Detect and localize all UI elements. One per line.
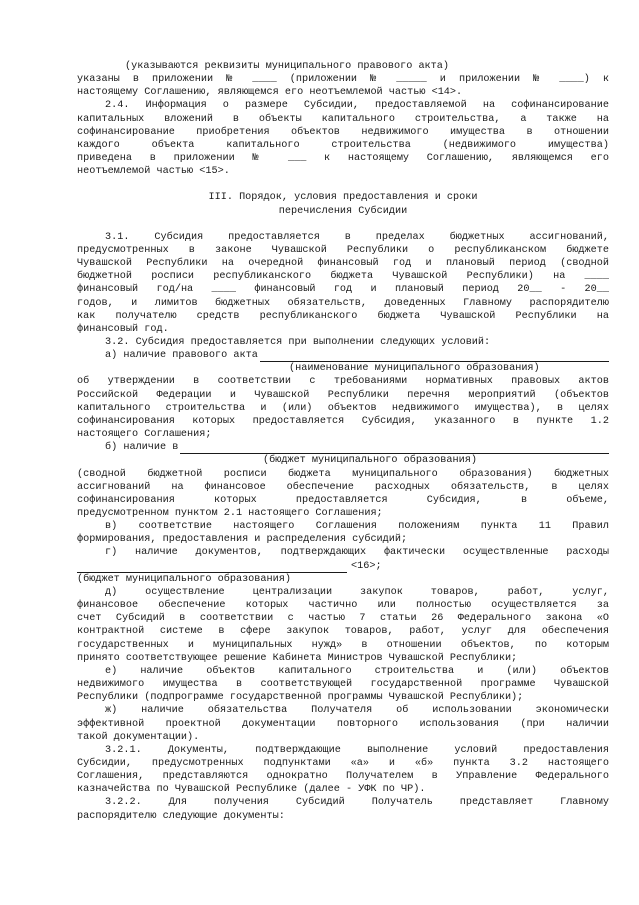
- text-line: софинансирования которых предоставляется Субсидия, указанного в пункте 1.2: [77, 415, 609, 427]
- text-line: распорядителю следующие документы:: [77, 810, 285, 822]
- text-line: казначейства по Чувашской Республике (далее - УФК по ЧР).: [77, 784, 426, 796]
- text-line: софинансирование приобретения объектов недвижимого имущества в отношении: [77, 126, 609, 138]
- condition-d: д) осуществление централизации закупок товаров, работ, услуг,: [105, 586, 609, 598]
- text-line: предусмотренном пунктом 2.1 настоящего Соглашения;: [77, 508, 383, 519]
- text-line: финансовый год.: [77, 323, 169, 335]
- text-line: Соглашения, представляются однократно Получателем в Управление Федерального: [77, 771, 609, 783]
- text-line: формирования, предоставления и распределения субсидий;: [77, 534, 408, 546]
- text-line: предусмотренных в законе Чувашской Республики о республиканском бюджете: [77, 244, 609, 256]
- text-line: Субсидии, предусмотренных подпунктами «а» и «б» пункта 3.2 настоящего: [77, 757, 609, 769]
- text-line: годов, и лимитов бюджетных обязательств, доведенных Главному распорядителю: [77, 297, 609, 309]
- text-line: настоящему Соглашению, являющемся его неотъемлемой частью <14>.: [77, 87, 463, 99]
- section-heading: III. Порядок, условия предоставления и сроки: [208, 192, 478, 204]
- clause-3-1: 3.1. Субсидия предоставляется в пределах бюджетных ассигнований,: [105, 231, 609, 243]
- text-line: неотъемлемой частью <15>.: [77, 166, 230, 178]
- text-line: капитального строительства и (или) объектов недвижимого имущества), в целях: [77, 402, 609, 414]
- section-heading-cont: перечисления Субсидии: [278, 205, 408, 217]
- condition-zh: ж) наличие обязательства Получателя об использовании экономически: [105, 705, 609, 717]
- caption-municipal-budget-2: (бюджет муниципального образования): [77, 573, 291, 585]
- text-line: счет Субсидий в соответствии с частью 7 статьи 26 Федерального закона «О: [77, 613, 609, 625]
- condition-a-row: [77, 349, 609, 362]
- document-page: [77, 60, 609, 823]
- condition-g-blank-row: [77, 560, 609, 573]
- footnote-ref: <16>;: [351, 560, 382, 572]
- condition-g: г) наличие документов, подтверждающих фактически осуществленные расходы: [105, 547, 609, 559]
- text-line: капитальных вложений в объекты капитального строительства, а также на: [77, 113, 609, 125]
- text-line: финансовое обеспечение которых частично или полностью осуществляется за: [77, 600, 609, 612]
- condition-v: в) соответствие настоящего Соглашения положениям пункта 11 Правил: [105, 521, 609, 533]
- text-line: такой документации).: [77, 731, 200, 743]
- text-line: ассигнований на финансовое обеспечение расходных обязательств, в целях: [77, 481, 609, 493]
- clause-2-4: 2.4. Информация о размере Субсидии, предоставляемой на софинансирование: [105, 100, 609, 112]
- text-line: финансовый год/на ____ финансовый год и плановый период 20__ - 20__: [77, 284, 609, 296]
- text-line: государственных и муниципальных нужд» в отношении объектов, по которым: [77, 639, 609, 651]
- blank-line: [260, 350, 609, 362]
- blank-line: [180, 442, 609, 454]
- text-line: софинансирования которых предоставляется Субсидия, в объеме,: [77, 494, 609, 506]
- text-line: контрактной системе в сфере закупок товаров, работ, услуг для обеспечения: [77, 626, 609, 638]
- clause-3-2: 3.2. Субсидия предоставляется при выполнении следующих условий:: [105, 336, 491, 348]
- text-line: недвижимого имущества в соответствующей государственной программе Чувашской: [77, 679, 609, 691]
- text-line: настоящего Соглашения;: [77, 429, 212, 441]
- text-line: как получателю средств республиканского бюджета Чувашской Республики на: [77, 310, 609, 322]
- caption-municipality-name: (наименование муниципального образования): [289, 363, 540, 375]
- text-line: Российской Федерации и Чувашской Республики перечня мероприятий (объектов: [77, 389, 609, 401]
- text-line: приведена в приложении № ___ к настоящему Соглашению, являющемся его: [77, 153, 609, 165]
- text-line: указаны в приложении № ____ (приложении № _____ и приложении № ____) к: [77, 74, 609, 86]
- clause-3-2-2: 3.2.2. Для получения Субсидий Получатель представляет Главному: [105, 797, 609, 809]
- text-line: бюджетной росписи республиканского бюджета Чувашской Республики) на ____: [77, 271, 609, 283]
- text-line: (сводной бюджетной росписи бюджета муниципального образования) бюджетных: [77, 468, 609, 480]
- text-line: принято соответствующее решение Кабинета Министров Чувашской Республики;: [77, 652, 518, 664]
- caption-municipal-budget: (бюджет муниципального образования): [263, 455, 477, 467]
- condition-b-row: [77, 441, 609, 454]
- text-line: каждого объекта капитального строительства (недвижимого имущества): [77, 139, 609, 151]
- text-line: Республики (подпрограмме государственной программы Чувашской Республики);: [77, 692, 524, 704]
- text-line: эффективной проектной документации повторного использования (при наличии: [77, 718, 609, 730]
- condition-b-label: б) наличие в: [105, 442, 179, 454]
- text-line: об утверждении в соответствии с требованиями нормативных правовых актов: [77, 376, 609, 388]
- clause-3-2-1: 3.2.1. Документы, подтверждающие выполнение условий предоставления: [105, 744, 609, 756]
- text-line: Чувашской Республики на очередной финансовый год и плановый период (сводной: [77, 258, 609, 270]
- condition-a-label: а) наличие правового акта: [105, 350, 258, 362]
- caption-legal-act-details: (указываются реквизиты муниципального правового акта): [125, 61, 450, 72]
- blank-line: [77, 561, 347, 573]
- condition-e: е) наличие объектов капитального строительства и (или) объектов: [105, 665, 609, 677]
